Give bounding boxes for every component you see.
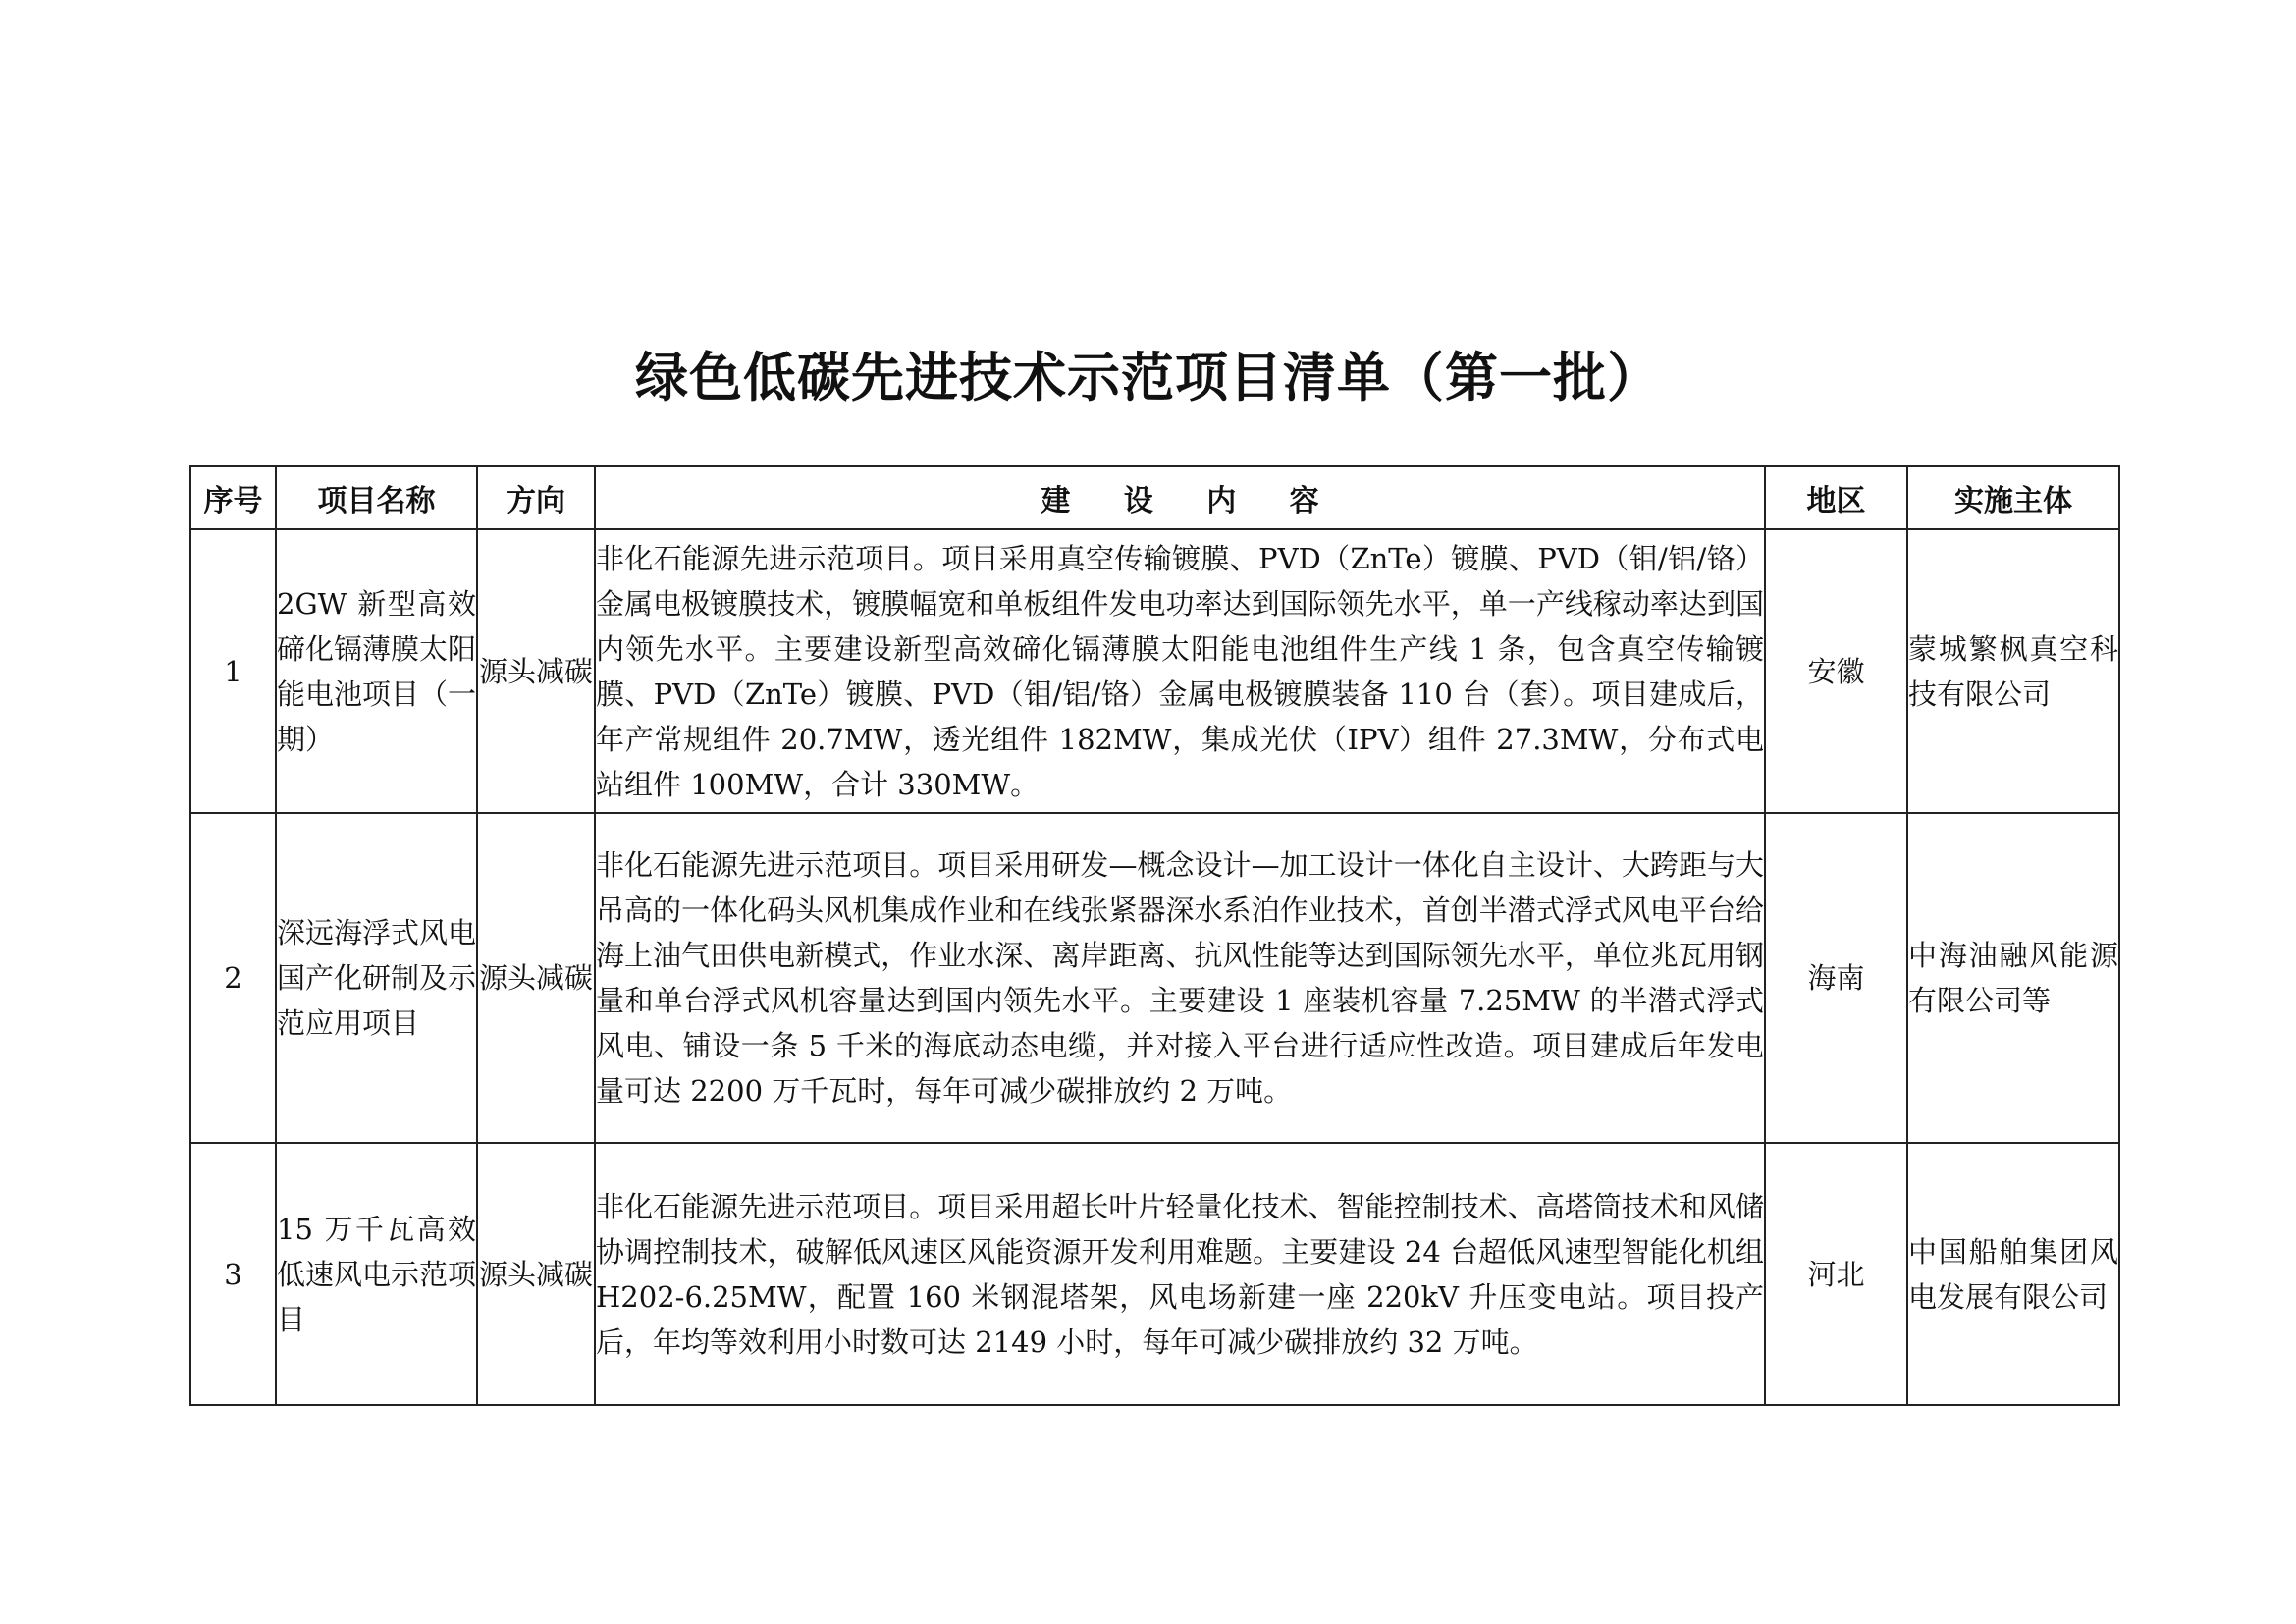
row-region: 河北 xyxy=(1765,1143,1907,1405)
row-direction: 源头减碳 xyxy=(477,529,595,813)
project-table xyxy=(189,465,2120,1406)
header-name: 项目名称 xyxy=(276,466,477,529)
table-row xyxy=(190,1143,2119,1405)
table-header-row xyxy=(190,466,2119,529)
header-content xyxy=(595,466,1765,529)
row-num: 2 xyxy=(190,813,276,1143)
row-num: 3 xyxy=(190,1143,276,1405)
row-project-name: 2GW 新型高效碲化镉薄膜太阳能电池项目（一期） xyxy=(276,529,477,813)
header-num: 序号 xyxy=(190,466,276,529)
header-org: 实施主体 xyxy=(1907,466,2119,529)
row-content: 非化石能源先进示范项目。项目采用研发—概念设计—加工设计一体化自主设计、大跨距与大吊高的一体化码头风机集成作业和在线张紧器深水系泊作业技术，首创半潜式浮式风电平台给海上油气田供电新模式，作业水深、离岸距离、抗风性能等达到国际领先水平，单位兆瓦用钢量和单台浮式风机容量达到国内领先水平。主要建设 1 座装机容量 7.25MW 的半潜式浮式风电、铺设一条 5 千米的海底动态电缆，并对接入平台进行适应性改造。项目建成后年发电量可达 2200 万千瓦时，每年可减少碳排放约 2 万吨。 xyxy=(595,813,1765,1143)
row-project-name: 深远海浮式风电国产化研制及示范应用项目 xyxy=(276,813,477,1143)
row-org: 中国船舶集团风电发展有限公司 xyxy=(1907,1143,2119,1405)
row-region: 海南 xyxy=(1765,813,1907,1143)
row-content: 非化石能源先进示范项目。项目采用真空传输镀膜、PVD（ZnTe）镀膜、PVD（钼/铝/铬）金属电极镀膜技术，镀膜幅宽和单板组件发电功率达到国际领先水平，单一产线稼动率达到国内领先水平。主要建设新型高效碲化镉薄膜太阳能电池组件生产线 1 条，包含真空传输镀膜、PVD（ZnTe）镀膜、PVD（钼/铝/铬）金属电极镀膜装备 110 台（套）。项目建成后，年产常规组件 20.7MW，透光组件 182MW，集成光伏（IPV）组件 27.3MW，分布式电站组件 100MW，合计 330MW。 xyxy=(595,529,1765,813)
row-org: 蒙城繁枫真空科技有限公司 xyxy=(1907,529,2119,813)
header-direction: 方向 xyxy=(477,466,595,529)
row-direction: 源头减碳 xyxy=(477,813,595,1143)
row-num: 1 xyxy=(190,529,276,813)
header-content-label: 建 设 内 容 xyxy=(1041,484,1341,518)
row-org: 中海油融风能源有限公司等 xyxy=(1907,813,2119,1143)
table-row xyxy=(190,529,2119,813)
row-content: 非化石能源先进示范项目。项目采用超长叶片轻量化技术、智能控制技术、高塔筒技术和风储协调控制技术，破解低风速区风能资源开发利用难题。主要建设 24 台超低风速型智能化机组 H202-6.25MW，配置 160 米钢混塔架，风电场新建一座 220kV 升压变电站。项目投产后，年均等效利用小时数可达 2149 小时，每年可减少碳排放约 32 万吨。 xyxy=(595,1143,1765,1405)
row-direction: 源头减碳 xyxy=(477,1143,595,1405)
header-region: 地区 xyxy=(1765,466,1907,529)
row-project-name: 15 万千瓦高效低速风电示范项目 xyxy=(276,1143,477,1405)
row-region: 安徽 xyxy=(1765,529,1907,813)
table-row xyxy=(190,813,2119,1143)
page-title: 绿色低碳先进技术示范项目清单（第一批） xyxy=(635,346,1661,408)
